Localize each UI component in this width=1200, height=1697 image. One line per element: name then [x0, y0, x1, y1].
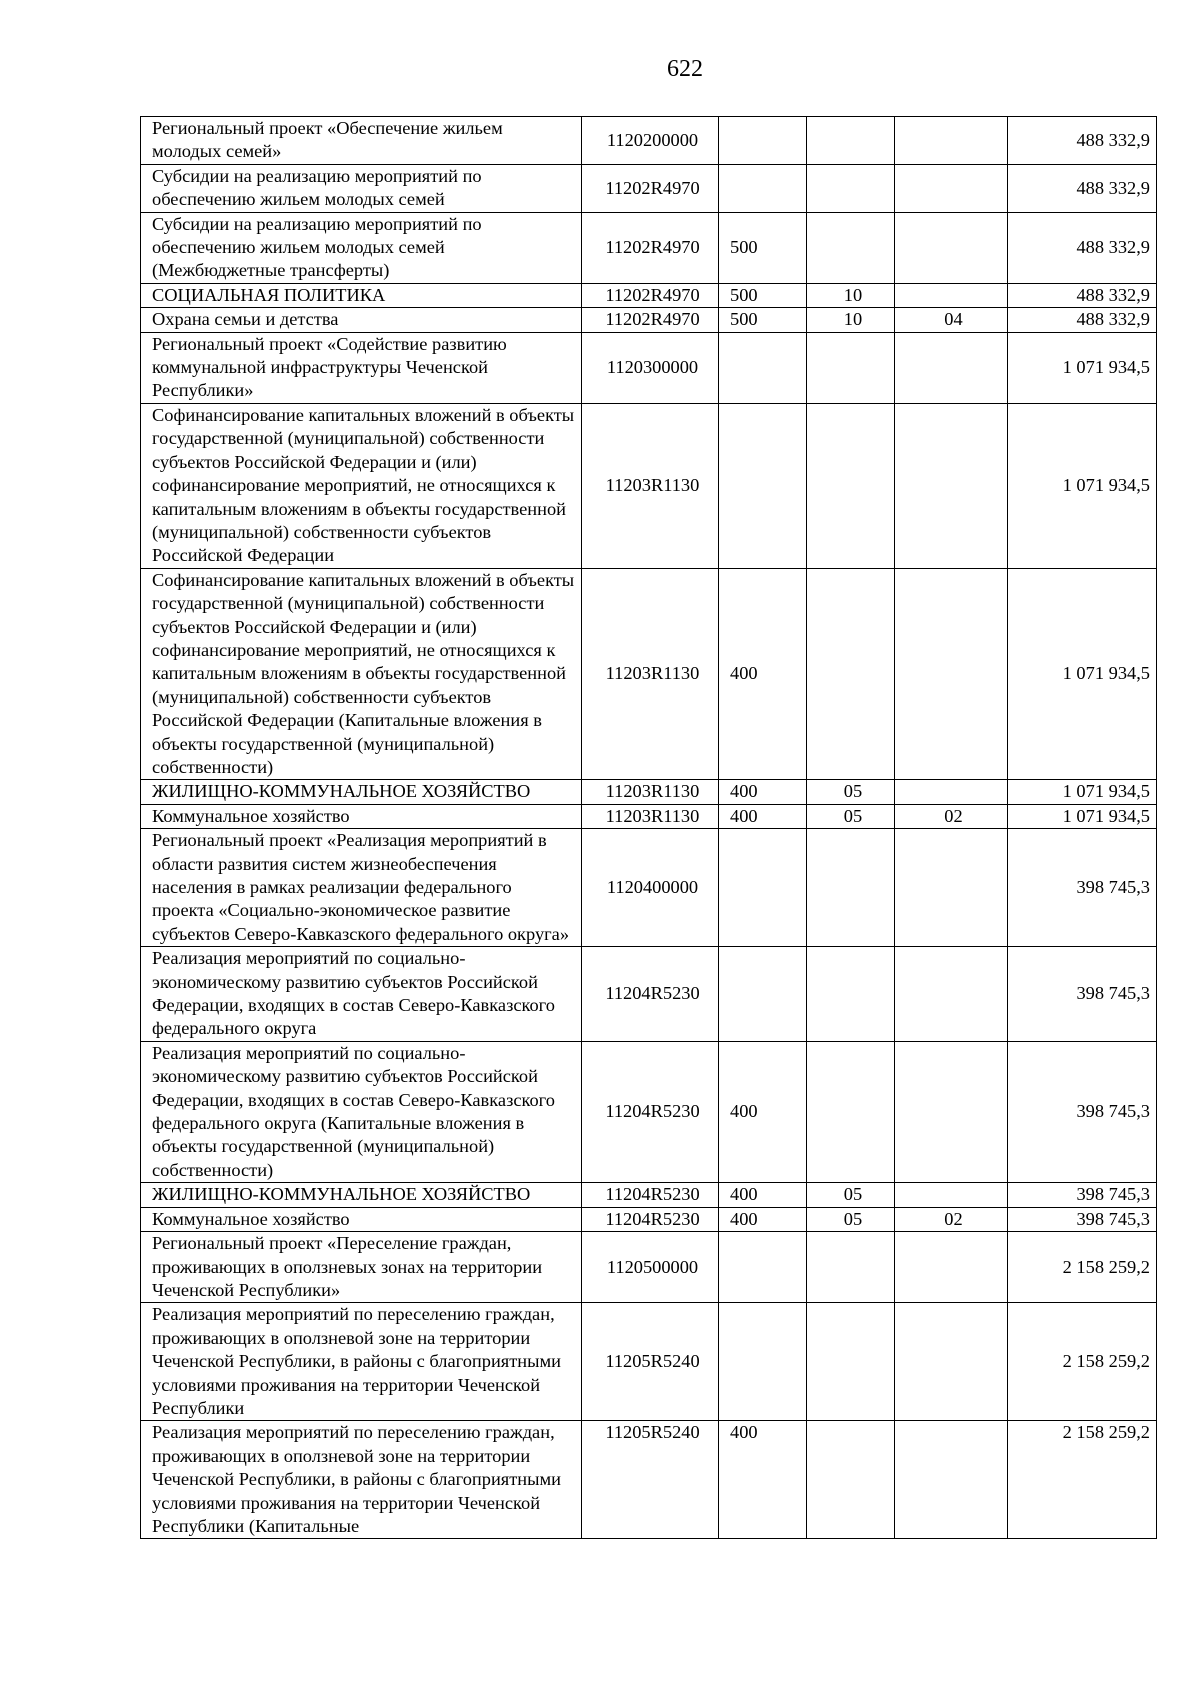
- row-amount: 398 745,3: [1008, 1207, 1157, 1231]
- row-name: Коммунальное хозяйство: [141, 804, 582, 828]
- row-name: Субсидии на реализацию мероприятий по обеспечению жильем молодых семей: [141, 164, 582, 212]
- row-amount: 488 332,9: [1008, 283, 1157, 307]
- table-row: [141, 568, 1157, 780]
- row-amount: 1 071 934,5: [1008, 804, 1157, 828]
- row-code: 1120400000: [582, 829, 719, 947]
- row-subsection: [895, 947, 1008, 1042]
- table-row: [141, 403, 1157, 568]
- row-section: 05: [807, 1183, 895, 1207]
- row-subsection: [895, 332, 1008, 403]
- row-name: ЖИЛИЩНО-КОММУНАЛЬНОЕ ХОЗЯЙСТВО: [141, 780, 582, 804]
- table-row: [141, 1232, 1157, 1303]
- row-subsection: [895, 829, 1008, 947]
- row-name: Субсидии на реализацию мероприятий по обеспечению жильем молодых семей (Межбюджетные трансферты): [141, 212, 582, 283]
- row-name: Региональный проект «Реализация мероприятий в области развития систем жизнеобеспечения населения в рамках реализации федерального проекта «Социально-экономическое развитие субъектов Северо-Кавказского федерального округа»: [141, 829, 582, 947]
- row-name: Охрана семьи и детства: [141, 308, 582, 332]
- row-expense-type: [719, 332, 807, 403]
- row-code: 11203R1130: [582, 780, 719, 804]
- row-code: 11203R1130: [582, 403, 719, 568]
- row-subsection: [895, 1183, 1008, 1207]
- row-section: 05: [807, 780, 895, 804]
- row-code: 11202R4970: [582, 164, 719, 212]
- row-section: [807, 403, 895, 568]
- table-row: [141, 829, 1157, 947]
- row-subsection: [895, 1303, 1008, 1421]
- row-amount: 1 071 934,5: [1008, 403, 1157, 568]
- row-subsection: [895, 117, 1008, 165]
- table-row: [141, 947, 1157, 1042]
- row-section: [807, 332, 895, 403]
- row-amount: 398 745,3: [1008, 829, 1157, 947]
- table-row: [141, 164, 1157, 212]
- row-code: 11202R4970: [582, 308, 719, 332]
- row-section: [807, 1232, 895, 1303]
- table-row: [141, 117, 1157, 165]
- row-section: 05: [807, 1207, 895, 1231]
- row-amount: 398 745,3: [1008, 947, 1157, 1042]
- row-section: [807, 1041, 895, 1182]
- row-expense-type: 400: [719, 1183, 807, 1207]
- row-name: Софинансирование капитальных вложений в объекты государственной (муниципальной) собственности субъектов Российской Федерации и (или) софинансирование мероприятий, не относящихся к капитальным вложениям в объекты государственной (муниципальной) собственности субъектов Российской Федерации: [141, 403, 582, 568]
- row-expense-type: [719, 1303, 807, 1421]
- row-subsection: 02: [895, 1207, 1008, 1231]
- row-expense-type: 400: [719, 1041, 807, 1182]
- row-expense-type: [719, 1232, 807, 1303]
- row-expense-type: 500: [719, 283, 807, 307]
- row-expense-type: [719, 829, 807, 947]
- page-number: 622: [667, 56, 703, 82]
- row-name: Региональный проект «Обеспечение жильем молодых семей»: [141, 117, 582, 165]
- row-section: [807, 117, 895, 165]
- row-section: 10: [807, 283, 895, 307]
- row-code: 11203R1130: [582, 804, 719, 828]
- row-amount: 1 071 934,5: [1008, 568, 1157, 780]
- row-code: 11204R5230: [582, 947, 719, 1042]
- row-amount: 2 158 259,2: [1008, 1421, 1157, 1539]
- row-name: Региональный проект «Переселение граждан, проживающих в оползневых зонах на территории Чеченской Республики»: [141, 1232, 582, 1303]
- row-expense-type: [719, 947, 807, 1042]
- row-name: Реализация мероприятий по социально-экономическому развитию субъектов Российской Федерации, входящих в состав Северо-Кавказского федерального округа: [141, 947, 582, 1042]
- table-row: [141, 308, 1157, 332]
- row-section: [807, 1421, 895, 1539]
- row-expense-type: 500: [719, 308, 807, 332]
- row-code: 1120300000: [582, 332, 719, 403]
- row-name: ЖИЛИЩНО-КОММУНАЛЬНОЕ ХОЗЯЙСТВО: [141, 1183, 582, 1207]
- row-subsection: 02: [895, 804, 1008, 828]
- row-subsection: [895, 568, 1008, 780]
- row-section: [807, 829, 895, 947]
- row-section: [807, 1303, 895, 1421]
- row-expense-type: 400: [719, 780, 807, 804]
- row-subsection: [895, 283, 1008, 307]
- table-row: [141, 332, 1157, 403]
- table-row: [141, 1041, 1157, 1182]
- row-subsection: 04: [895, 308, 1008, 332]
- row-name: Реализация мероприятий по переселению граждан, проживающих в оползневой зоне на территории Чеченской Республики, в районы с благоприятными условиями проживания на территории Чеченской Республики: [141, 1303, 582, 1421]
- row-expense-type: 400: [719, 804, 807, 828]
- row-code: 11205R5240: [582, 1421, 719, 1539]
- row-amount: 2 158 259,2: [1008, 1232, 1157, 1303]
- row-subsection: [895, 1232, 1008, 1303]
- row-code: 11205R5240: [582, 1303, 719, 1421]
- row-amount: 488 332,9: [1008, 308, 1157, 332]
- row-section: 05: [807, 804, 895, 828]
- row-subsection: [895, 780, 1008, 804]
- row-code: 11204R5230: [582, 1207, 719, 1231]
- row-section: [807, 164, 895, 212]
- row-name: СОЦИАЛЬНАЯ ПОЛИТИКА: [141, 283, 582, 307]
- row-amount: 488 332,9: [1008, 212, 1157, 283]
- row-code: 11204R5230: [582, 1041, 719, 1182]
- budget-table-body: [141, 117, 1157, 1539]
- row-amount: 398 745,3: [1008, 1183, 1157, 1207]
- row-section: [807, 947, 895, 1042]
- row-expense-type: [719, 164, 807, 212]
- row-expense-type: [719, 117, 807, 165]
- table-row: [141, 283, 1157, 307]
- row-code: 1120500000: [582, 1232, 719, 1303]
- row-code: 11202R4970: [582, 212, 719, 283]
- row-expense-type: 500: [719, 212, 807, 283]
- row-subsection: [895, 1421, 1008, 1539]
- row-name: Региональный проект «Содействие развитию коммунальной инфраструктуры Чеченской Республики»: [141, 332, 582, 403]
- row-name: Реализация мероприятий по переселению граждан, проживающих в оползневой зоне на территории Чеченской Республики, в районы с благоприятными условиями проживания на территории Чеченской Республики (Капитальные: [141, 1421, 582, 1539]
- table-row: [141, 780, 1157, 804]
- table-row: [141, 1303, 1157, 1421]
- row-name: Коммунальное хозяйство: [141, 1207, 582, 1231]
- table-row: [141, 1207, 1157, 1231]
- row-amount: 1 071 934,5: [1008, 780, 1157, 804]
- row-code: 11202R4970: [582, 283, 719, 307]
- row-amount: 488 332,9: [1008, 117, 1157, 165]
- row-amount: 398 745,3: [1008, 1041, 1157, 1182]
- row-section: 10: [807, 308, 895, 332]
- row-amount: 488 332,9: [1008, 164, 1157, 212]
- table-row: [141, 1421, 1157, 1539]
- row-name: Софинансирование капитальных вложений в объекты государственной (муниципальной) собственности субъектов Российской Федерации и (или) софинансирование мероприятий, не относящихся к капитальным вложениям в объекты государственной (муниципальной) собственности субъектов Российской Федерации (Капитальные вложения в объекты государственной (муниципальной) собственности): [141, 568, 582, 780]
- row-expense-type: 400: [719, 1421, 807, 1539]
- row-subsection: [895, 1041, 1008, 1182]
- row-subsection: [895, 164, 1008, 212]
- row-code: 11203R1130: [582, 568, 719, 780]
- row-subsection: [895, 403, 1008, 568]
- row-subsection: [895, 212, 1008, 283]
- row-expense-type: [719, 403, 807, 568]
- row-section: [807, 568, 895, 780]
- row-expense-type: 400: [719, 1207, 807, 1231]
- table-row: [141, 804, 1157, 828]
- row-name: Реализация мероприятий по социально-экономическому развитию субъектов Российской Федерации, входящих в состав Северо-Кавказского федерального округа (Капитальные вложения в объекты государственной (муниципальной) собственности): [141, 1041, 582, 1182]
- table-row: [141, 1183, 1157, 1207]
- row-amount: 2 158 259,2: [1008, 1303, 1157, 1421]
- row-section: [807, 212, 895, 283]
- row-amount: 1 071 934,5: [1008, 332, 1157, 403]
- table-row: [141, 212, 1157, 283]
- row-expense-type: 400: [719, 568, 807, 780]
- budget-table: [140, 116, 1157, 1539]
- row-code: 11204R5230: [582, 1183, 719, 1207]
- row-code: 1120200000: [582, 117, 719, 165]
